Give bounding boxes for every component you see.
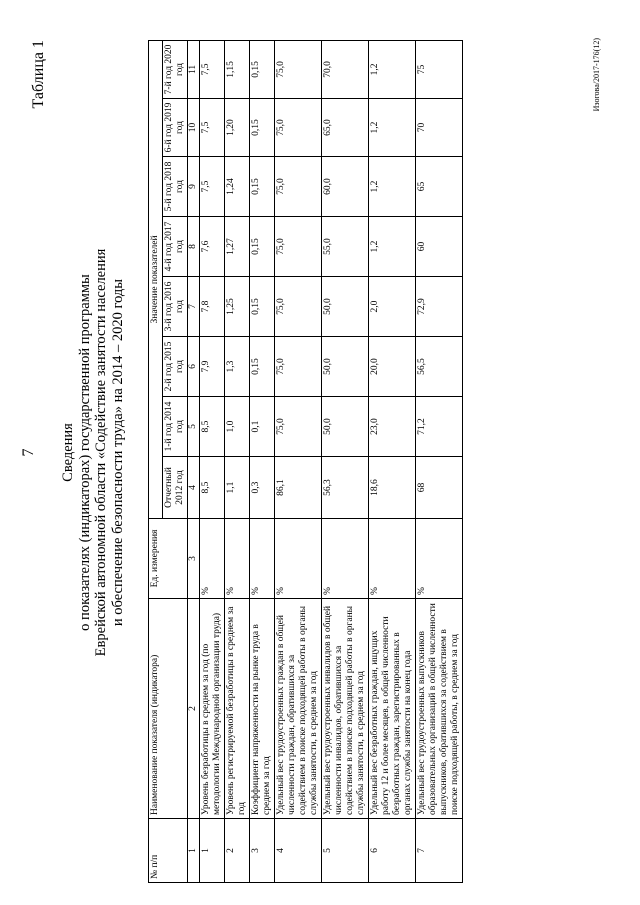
unit-cell: % <box>322 519 369 599</box>
row-number: 6 <box>369 819 416 883</box>
value-cell: 0,1 <box>250 397 275 457</box>
column-index: 3 <box>188 519 200 599</box>
value-cell: 1,2 <box>369 40 416 98</box>
unit-cell: % <box>275 519 322 599</box>
value-cell: 72,9 <box>416 277 463 337</box>
table-label: Таблица 1 <box>30 40 47 109</box>
header-num: № п/п <box>149 819 188 883</box>
column-index: 2 <box>188 599 200 819</box>
table-row <box>250 40 275 882</box>
value-cell: 1,20 <box>225 99 250 157</box>
value-cell: 60 <box>416 217 463 277</box>
value-cell: 7,8 <box>200 277 225 337</box>
indicator-name: Удельный вес трудоустроенных выпускников образовательных организаций в общей численности выпускников, обратившихся за содействием в поиске подходящей работы, в среднем за год <box>416 599 463 819</box>
row-number: 4 <box>275 819 322 883</box>
table-row <box>416 40 463 882</box>
value-cell: 68 <box>416 457 463 519</box>
value-cell: 75,0 <box>275 99 322 157</box>
indicator-name: Уровень регистрируемой безработицы в среднем за год <box>225 599 250 819</box>
indicator-name: Удельный вес трудоустроенных инвалидов в общей численности инвалидов, обратившихся за содействием в поиске подходящей работы в органы службы занятости, в среднем за год <box>322 599 369 819</box>
header-year: 3-й год 2016 год <box>163 277 188 337</box>
row-number: 7 <box>416 819 463 883</box>
header-values-group: Значение показателей <box>149 40 163 518</box>
table-row <box>322 40 369 882</box>
footer-code: Изогова/2017-176(12) <box>592 38 601 112</box>
row-number: 5 <box>322 819 369 883</box>
value-cell: 75,0 <box>275 157 322 217</box>
indicator-name: Коэффициент напряженности на рынке труда в среднем за год <box>250 599 275 819</box>
value-cell: 1,0 <box>225 397 250 457</box>
value-cell: 56,3 <box>322 457 369 519</box>
column-index-row <box>188 40 200 882</box>
heading-line-3: Еврейской автономной области «Содействие занятости населения <box>93 248 109 657</box>
document-heading <box>60 150 126 755</box>
table-row <box>369 40 416 882</box>
column-index: 11 <box>188 40 200 98</box>
value-cell: 75,0 <box>275 40 322 98</box>
column-index: 10 <box>188 99 200 157</box>
value-cell: 65 <box>416 157 463 217</box>
value-cell: 55,0 <box>322 217 369 277</box>
page-number: 7 <box>20 448 37 457</box>
indicator-rows <box>200 40 463 882</box>
row-number: 3 <box>250 819 275 883</box>
value-cell: 56,5 <box>416 337 463 397</box>
header-year: 6-й год 2019 год <box>163 99 188 157</box>
header-row-1 <box>149 40 163 882</box>
value-cell: 2,0 <box>369 277 416 337</box>
value-cell: 0,15 <box>250 217 275 277</box>
value-cell: 71,2 <box>416 397 463 457</box>
value-cell: 1,3 <box>225 337 250 397</box>
column-index: 5 <box>188 397 200 457</box>
value-cell: 1,24 <box>225 157 250 217</box>
unit-cell: % <box>369 519 416 599</box>
value-cell: 7,5 <box>200 99 225 157</box>
value-cell: 75,0 <box>275 337 322 397</box>
indicator-name: Уровень безработицы в среднем за год (по методологии Международной организации труда) <box>200 599 225 819</box>
value-cell: 50,0 <box>322 397 369 457</box>
value-cell: 1,1 <box>225 457 250 519</box>
header-name: Наименование показателя (индикатора) <box>149 599 188 819</box>
value-cell: 8,5 <box>200 457 225 519</box>
unit-cell: % <box>250 519 275 599</box>
header-year: 5-й год 2018 год <box>163 157 188 217</box>
unit-cell: % <box>200 519 225 599</box>
indicator-name: Удельный вес безработных граждан, ищущих работу 12 и более месяцев, в общей численности безработных граждан, зарегистрированных в органах службы занятости на конец года <box>369 599 416 819</box>
value-cell: 18,6 <box>369 457 416 519</box>
value-cell: 50,0 <box>322 277 369 337</box>
heading-line-2: о показателях (индикаторах) государственной программы <box>76 274 93 631</box>
indicator-name: Удельный вес трудоустроенных граждан в общей численности граждан, обратившихся за содействием в поиске подходящей работы в органы службы занятости, в среднем за год <box>275 599 322 819</box>
value-cell: 1,2 <box>369 99 416 157</box>
heading-line-4: и обеспечение безопасности труда» на 2014 – 2020 годы <box>109 278 126 627</box>
value-cell: 60,0 <box>322 157 369 217</box>
unit-cell: % <box>416 519 463 599</box>
value-cell: 1,15 <box>225 40 250 98</box>
row-number: 1 <box>200 819 225 883</box>
value-cell: 0,3 <box>250 457 275 519</box>
unit-cell: % <box>225 519 250 599</box>
column-index: 4 <box>188 457 200 519</box>
table-row <box>200 40 225 882</box>
value-cell: 8,5 <box>200 397 225 457</box>
header-year: 7-й год 2020 год <box>163 40 188 98</box>
value-cell: 0,15 <box>250 157 275 217</box>
column-index: 7 <box>188 277 200 337</box>
value-cell: 75 <box>416 40 463 98</box>
value-cell: 20,0 <box>369 337 416 397</box>
heading-line-1: Сведения <box>60 423 76 482</box>
value-cell: 0,15 <box>250 40 275 98</box>
value-cell: 65,0 <box>322 99 369 157</box>
table-row <box>275 40 322 882</box>
header-unit: Ед. измерения <box>149 519 188 599</box>
value-cell: 75,0 <box>275 277 322 337</box>
value-cell: 23,0 <box>369 397 416 457</box>
header-year: 4-й год 2017 год <box>163 217 188 277</box>
value-cell: 70 <box>416 99 463 157</box>
header-year: 1-й год 2014 год <box>163 397 188 457</box>
value-cell: 7,5 <box>200 157 225 217</box>
value-cell: 1,27 <box>225 217 250 277</box>
value-cell: 7,9 <box>200 337 225 397</box>
column-index: 1 <box>188 819 200 883</box>
value-cell: 7,5 <box>200 40 225 98</box>
column-index: 9 <box>188 157 200 217</box>
value-cell: 50,0 <box>322 337 369 397</box>
table-row <box>225 40 250 882</box>
value-cell: 75,0 <box>275 217 322 277</box>
value-cell: 75,0 <box>275 397 322 457</box>
value-cell: 1,2 <box>369 217 416 277</box>
value-cell: 70,0 <box>322 40 369 98</box>
header-year: 2-й год 2015 год <box>163 337 188 397</box>
value-cell: 0,15 <box>250 99 275 157</box>
value-cell: 1,2 <box>369 157 416 217</box>
column-index: 8 <box>188 217 200 277</box>
value-cell: 7,6 <box>200 217 225 277</box>
value-cell: 0,15 <box>250 337 275 397</box>
column-index: 6 <box>188 337 200 397</box>
value-cell: 86,1 <box>275 457 322 519</box>
header-year: Отчетный 2012 год <box>163 457 188 519</box>
value-cell: 1,25 <box>225 277 250 337</box>
value-cell: 0,15 <box>250 277 275 337</box>
row-number: 2 <box>225 819 250 883</box>
indicators-table <box>148 40 463 883</box>
